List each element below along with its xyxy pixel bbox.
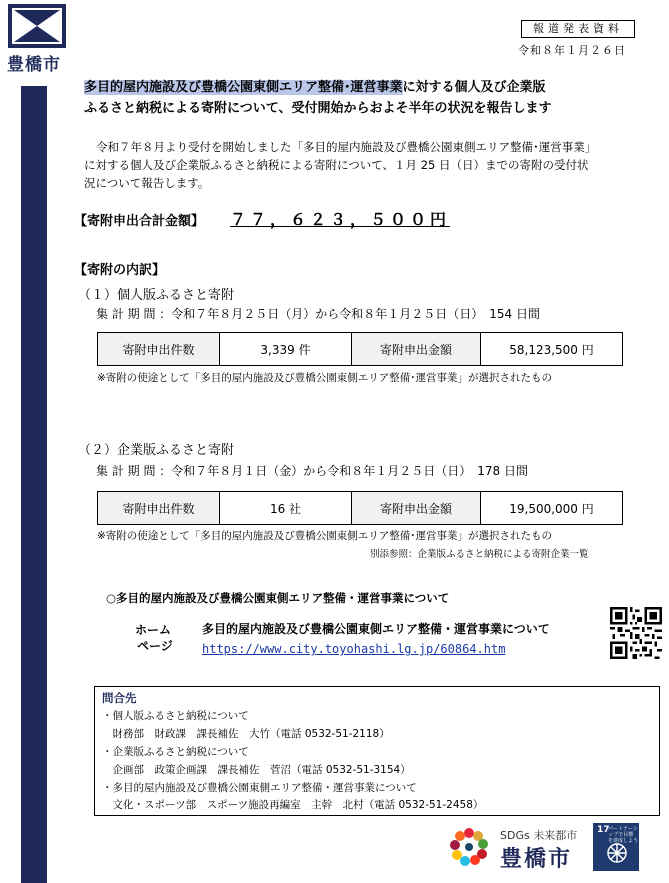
breakdown-title: 【寄附の内訳】 (74, 263, 166, 278)
table-row (98, 333, 623, 366)
release-date: 令和８年１月２６日 (518, 44, 626, 57)
homepage-title: 多目的屋内施設及び豊橋公園東側エリア整備・運営事業について (202, 622, 550, 636)
contact-line: ・個人版ふるさと納税について (102, 710, 249, 722)
personal-count-label: 寄附申出件数 (98, 333, 220, 366)
total-amount: ７７，６２３，５００円 (230, 210, 451, 229)
table-row (98, 492, 623, 525)
corporate-note: ※寄附の使途として「多目的屋内施設及び豊橋公園東側エリア整備･運営事業」が選択されたもの (97, 530, 553, 542)
corporate-amount-label: 寄附申出金額 (352, 492, 481, 525)
total-label: 【寄附申出合計金額】 (74, 214, 205, 229)
headline-line1-rest: に対する個人及び企業版 (402, 80, 546, 95)
personal-period: 集 計 期 間 ：令和７年８月２５日（月）から令和８年１月２５日（日） 154 日間 (96, 307, 540, 321)
partnership-ring-icon (604, 840, 630, 866)
sdgs-wheel-icon (448, 826, 490, 868)
corporate-amount-value: 19,500,000 円 (481, 492, 623, 525)
intro-line: 況について報告します。 (84, 176, 210, 190)
sdg-goal-number: 17 (597, 825, 610, 835)
toyohashi-city-logo-icon (8, 4, 66, 48)
contact-title: 問合先 (102, 691, 137, 705)
homepage-label-line: ページ (137, 639, 173, 653)
contact-line: 企画部 政策企画課 課長補佐 菅沼（電話 0532-51-3154） (102, 764, 411, 776)
personal-amount-value: 58,123,500 円 (481, 333, 623, 366)
sdg-goal-text: パートナーシップで目標を達成しよう (608, 826, 639, 844)
contact-line: 財務部 財政課 課長補佐 大竹（電話 0532-51-2118） (102, 728, 390, 740)
personal-amount-label: 寄附申出金額 (352, 333, 481, 366)
footer-city-name: 豊橋市 (500, 847, 573, 872)
homepage-label (135, 622, 173, 654)
personal-note: ※寄附の使途として「多目的屋内施設及び豊橋公園東側エリア整備･運営事業」が選択されたもの (97, 372, 553, 384)
personal-stats-table (97, 332, 623, 366)
city-logo-label: 豊橋市 (7, 55, 61, 75)
corporate-count-value: 16 社 (220, 492, 352, 525)
headline (84, 77, 551, 119)
intro-line: に対する個人及び企業版ふるさと納税による寄附について、１月 25 日（日）までの寄附の受付状 (84, 158, 589, 172)
personal-count-value: 3,339 件 (220, 333, 352, 366)
contact-line: 文化・スポーツ部 スポーツ施設再編室 主幹 北村（電話 0532-51-2458） (102, 799, 484, 811)
homepage-link[interactable]: https://www.city.toyohashi.lg.jp/60864.htm (202, 642, 506, 656)
corporate-count-label: 寄附申出件数 (98, 492, 220, 525)
press-release-tag: 報道発表資料 (521, 20, 635, 38)
contact-line: ・企業版ふるさと納税について (102, 746, 249, 758)
headline-highlight: 多目的屋内施設及び豊橋公園東側エリア整備･運営事業 (84, 80, 403, 95)
corporate-period: 集 計 期 間 ：令和７年８月１日（金）から令和８年１月２５日（日） 178 日間 (96, 464, 528, 478)
sdgs-label: SDGs 未来都市 (500, 829, 578, 842)
corporate-ref-note: 別添参照：企業版ふるさと納税による寄附企業一覧 (370, 549, 589, 560)
project-about-title: ○多目的屋内施設及び豊橋公園東側エリア整備・運営事業について (106, 591, 450, 605)
headline-line2: ふるさと納税による寄附について、受付開始からおよそ半年の状況を報告します (84, 101, 552, 116)
corporate-stats-table (97, 491, 623, 525)
left-accent-bar (21, 86, 47, 883)
contact-line: ・多目的屋内施設及び豊橋公園東側エリア整備・運営事業について (102, 782, 417, 794)
homepage-label-line: ホーム (135, 623, 172, 637)
qr-code-icon (610, 607, 662, 659)
intro-paragraph (84, 138, 644, 192)
intro-line: 令和７年８月より受付を開始しました「多目的屋内施設及び豊橋公園東側エリア整備･運営事業」 (96, 140, 597, 154)
personal-section-title: （１）個人版ふるさと寄附 (78, 288, 235, 303)
corporate-section-title: （２）企業版ふるさと寄附 (78, 443, 235, 458)
